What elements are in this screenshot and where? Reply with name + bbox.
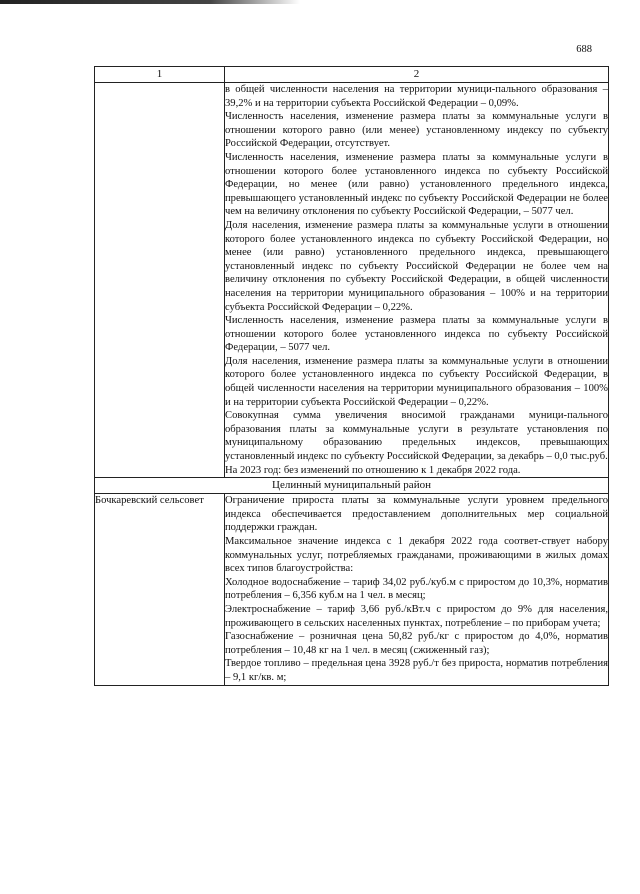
table-header-row — [95, 67, 609, 83]
page-number: 688 — [576, 44, 592, 55]
header-col-2: 2 — [225, 67, 609, 83]
header-col-1: 1 — [95, 67, 225, 83]
paragraph: Твердое топливо – предельная цена 3928 руб./т без прироста, норматив потребления – 9,1 кг/кв. м; — [225, 658, 608, 683]
paragraph: На 2023 год: без изменений по отношению к 1 декабря 2022 года. — [225, 464, 521, 476]
table-row-entity — [95, 494, 609, 685]
paragraph: Совокупная сумма увеличения вносимой гражданами муници-пального образования платы за коммунальные услуги в результате установления по муниципальному образованию предельных индексов, превышающих установленный индекс по субъекту Российской Федерации, за декабрь – 0,0 тыс.руб. — [225, 410, 608, 463]
paragraph: Холодное водоснабжение – тариф 34,02 руб./куб.м с приростом до 10,3%, норматив потребления – 6,356 куб.м на 1 чел. в месяц; — [225, 576, 608, 602]
row-label-empty — [95, 83, 225, 478]
entity-content — [225, 494, 609, 685]
district-title: Целинный муниципальный район — [95, 478, 609, 494]
paragraph: Доля населения, изменение размера платы за коммунальные услуги в отношении которого более установленного индекса по субъекту Российской Федерации, в общей численности населения на территории муниципального образования – 100% и на территории субъекта Российской Федерации – 0,22%. — [225, 355, 608, 408]
paragraph: Доля населения, изменение размера платы за коммунальные услуги в отношении которого более установленного индекса по субъекту Российской Федерации, но менее (или равно) установленного предельного индекса, превышающего установленный индекс по субъекту Российской Федерации не более чем на величину отклонения по субъекту Российской Федерации, в общей численности населения на территории муниципального образования – 100% и на территории субъекта Российской Федерации – 0,22%. — [225, 219, 608, 313]
district-row — [95, 478, 609, 494]
paragraph: Численность населения, изменение размера платы за коммунальные услуги в отношении которого более установленного индекса по субъекту Российской Федерации, – 5077 чел. — [225, 315, 608, 354]
paragraph: Электроснабжение – тариф 3,66 руб./кВт.ч с приростом до 9% для населения, проживающего в сельских населенных пунктах, потребление – по приборам учета; — [225, 603, 608, 629]
entity-name: Бочкаревский сельсовет — [95, 494, 225, 685]
paragraph: Численность населения, изменение размера платы за коммунальные услуги в отношении которого равно (или менее) установленному индексу по субъекту Российской Федерации, отсутствует. — [225, 111, 608, 150]
paragraph: Численность населения, изменение размера платы за коммунальные услуги в отношении которого более установленного индекса по субъекту Российской Федерации, но менее (или равно) установленного предельного индекса, превышающего установленный индекс по субъекту Российской Федерации не более чем на величину отклонения по субъекту Российской Федерации, – 5077 чел. — [225, 151, 608, 218]
paragraph: Ограничение прироста платы за коммунальные услуги уровнем предельного индекса обеспечивается предоставлением дополнительных мер социальной поддержки граждан. — [225, 495, 608, 534]
paragraph: Максимальное значение индекса с 1 декабря 2022 года соответ-ствует набору коммунальных услуг, потребляемых гражданами, проживающими в жилых домах всех типов благоустройства: — [225, 536, 608, 575]
paragraph: в общей численности населения на территории муници-пального образования – 39,2% и на территории субъекта Российской Федерации – 0,09%. — [225, 84, 608, 109]
table-row-continued — [95, 83, 609, 478]
paragraph: Газоснабжение – розничная цена 50,82 руб./кг с приростом до 4,0%, норматив потребления – 10,48 кг на 1 чел. в месяц (сжиженный газ); — [225, 631, 608, 656]
scan-edge-mark — [0, 0, 300, 4]
document-table — [94, 66, 609, 686]
row-content-continued — [225, 83, 609, 478]
